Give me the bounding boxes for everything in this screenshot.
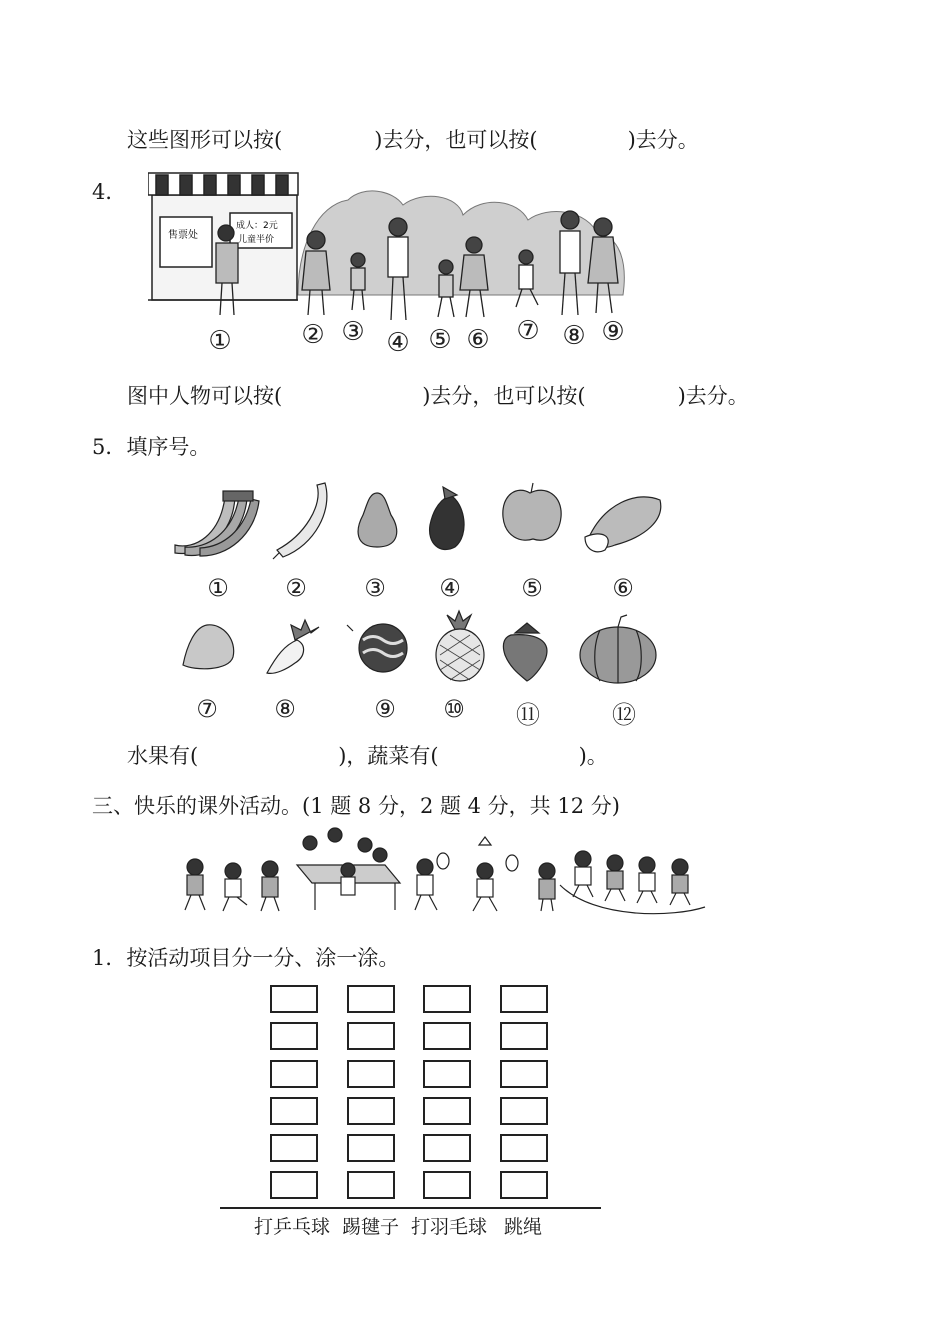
produce-label: ⑧ bbox=[274, 695, 296, 723]
produce-label: ③ bbox=[364, 574, 386, 602]
strawberry-icon bbox=[503, 623, 547, 681]
kids-playing-badminton bbox=[415, 837, 518, 911]
color-box[interactable] bbox=[423, 985, 471, 1013]
q3-question-line: 这些图形可以按( )去分，也可以按( )去分。 bbox=[127, 128, 699, 152]
color-box[interactable] bbox=[500, 1134, 548, 1162]
cucumber-icon bbox=[273, 483, 327, 559]
booth-sign: 售票处 bbox=[168, 230, 198, 241]
person-label: ⑨ bbox=[601, 317, 625, 347]
color-box[interactable] bbox=[347, 1097, 395, 1125]
apple-icon bbox=[503, 483, 561, 540]
person-3 bbox=[351, 253, 365, 310]
color-box[interactable] bbox=[270, 985, 318, 1013]
pineapple-icon bbox=[436, 611, 484, 681]
produce-label: ⑨ bbox=[374, 695, 396, 723]
color-box[interactable] bbox=[270, 1060, 318, 1088]
watermelon-icon bbox=[347, 624, 407, 672]
person-label: ② bbox=[301, 320, 325, 350]
color-box[interactable] bbox=[270, 1134, 318, 1162]
person-label: ⑤ bbox=[428, 325, 452, 355]
color-box[interactable] bbox=[270, 1171, 318, 1199]
color-box[interactable] bbox=[423, 1022, 471, 1050]
produce-label: ⑪ bbox=[516, 701, 540, 729]
produce-label: ② bbox=[285, 574, 307, 602]
color-box[interactable] bbox=[270, 1022, 318, 1050]
person-label: ⑧ bbox=[562, 321, 586, 351]
person-label: ④ bbox=[386, 328, 410, 358]
section3-title: 三、快乐的课外活动。(1 题 8 分，2 题 4 分，共 12 分) bbox=[92, 794, 620, 818]
eggplant-icon bbox=[430, 487, 464, 550]
person-label: ⑦ bbox=[516, 316, 540, 346]
baseline bbox=[220, 1207, 601, 1209]
activities-scene bbox=[175, 825, 710, 920]
color-box[interactable] bbox=[423, 1060, 471, 1088]
category-label: 打羽毛球 bbox=[411, 1216, 488, 1238]
produce-label: ⑦ bbox=[196, 695, 218, 723]
produce-label: ① bbox=[207, 574, 229, 602]
price-sign-line2: 儿童半价 bbox=[238, 235, 275, 245]
color-box[interactable] bbox=[270, 1097, 318, 1125]
color-box[interactable] bbox=[500, 985, 548, 1013]
color-box[interactable] bbox=[423, 1171, 471, 1199]
category-label: 跳绳 bbox=[504, 1216, 543, 1238]
color-box[interactable] bbox=[500, 1060, 548, 1088]
q4-question-line: 图中人物可以按( )去分，也可以按( )去分。 bbox=[127, 384, 749, 408]
person-label: ① bbox=[208, 326, 232, 356]
q5-title: 5．填序号。 bbox=[92, 435, 211, 459]
person-5 bbox=[438, 260, 454, 317]
color-box[interactable] bbox=[347, 1171, 395, 1199]
color-box[interactable] bbox=[347, 985, 395, 1013]
pumpkin-icon bbox=[580, 615, 656, 683]
color-box[interactable] bbox=[347, 1134, 395, 1162]
kids-kicking-shuttlecock bbox=[185, 859, 279, 911]
color-box[interactable] bbox=[500, 1097, 548, 1125]
person-label: ③ bbox=[341, 317, 365, 347]
q5-answer-line: 水果有( )，蔬菜有( )。 bbox=[127, 744, 608, 768]
banana-icon bbox=[175, 491, 259, 556]
ticket-booth-scene bbox=[148, 165, 638, 340]
produce-label: ⑤ bbox=[521, 574, 543, 602]
cabbage-icon bbox=[585, 497, 661, 552]
ping-pong-table bbox=[297, 828, 400, 910]
produce-label: ④ bbox=[439, 574, 461, 602]
peach-icon bbox=[183, 625, 234, 669]
produce-label: ⑥ bbox=[612, 574, 634, 602]
produce-label: ⑩ bbox=[443, 695, 465, 723]
radish-icon bbox=[267, 620, 319, 673]
produce-pictures bbox=[165, 475, 675, 690]
person-8 bbox=[560, 211, 580, 315]
color-box[interactable] bbox=[423, 1097, 471, 1125]
color-box[interactable] bbox=[347, 1060, 395, 1088]
person-label: ⑥ bbox=[466, 325, 490, 355]
color-box[interactable] bbox=[347, 1022, 395, 1050]
person-4 bbox=[388, 218, 408, 320]
q4-number: 4． bbox=[92, 180, 127, 204]
price-sign-line1: 成人：2元 bbox=[236, 221, 278, 231]
category-label: 打乒乓球 bbox=[254, 1216, 331, 1238]
q1-title: 1．按活动项目分一分、涂一涂。 bbox=[92, 946, 400, 970]
category-label: 踢毽子 bbox=[342, 1216, 400, 1238]
color-box[interactable] bbox=[423, 1134, 471, 1162]
produce-label: ⑫ bbox=[612, 701, 636, 729]
color-box[interactable] bbox=[500, 1171, 548, 1199]
kids-jumping-rope bbox=[539, 851, 705, 914]
color-box[interactable] bbox=[500, 1022, 548, 1050]
pear-icon bbox=[358, 493, 397, 547]
